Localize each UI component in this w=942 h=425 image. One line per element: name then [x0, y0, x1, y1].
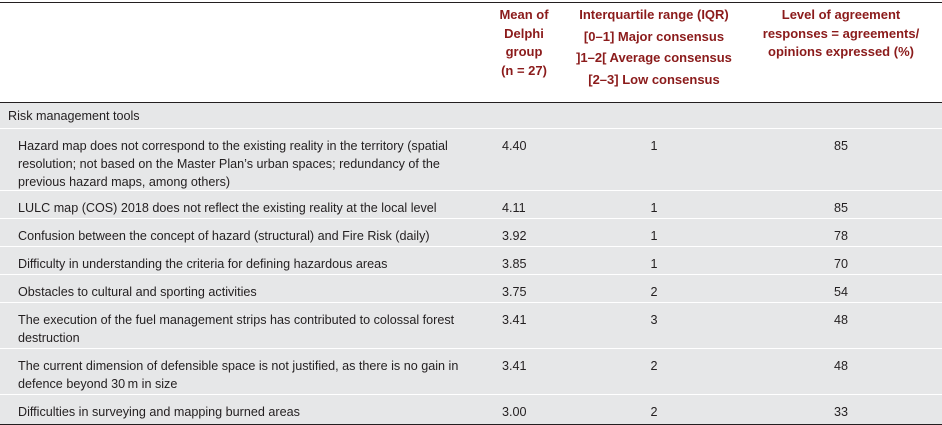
row-iqr: 3: [650, 313, 658, 327]
row-mean: 4.11: [502, 201, 526, 215]
header-iqr-line: [0–1] Major consensus: [583, 28, 725, 44]
table-header: [0, 3, 942, 103]
row-agreement: 78: [833, 229, 848, 243]
row-iqr: 1: [650, 229, 658, 243]
row-label: Difficulty in understanding the criteria for defining hazardous areas: [18, 257, 388, 271]
table-row: [0, 395, 942, 424]
consensus-table: [0, 2, 942, 425]
section-title: Risk management tools: [0, 103, 942, 129]
row-label: Hazard map does not correspond to the existing reality in the territory (spatial resolution; not based on the Master Plan’s urban spaces; redundancy of the previous hazard maps, among others): [18, 139, 448, 189]
table-row: [0, 219, 942, 247]
header-iqr: [568, 3, 740, 102]
row-agreement: 33: [833, 405, 848, 419]
table-row: [0, 247, 942, 275]
row-iqr: 2: [650, 359, 658, 373]
row-mean: 3.75: [502, 285, 527, 299]
row-mean: 3.41: [502, 313, 527, 327]
header-mean-line: (n = 27): [501, 62, 547, 78]
row-iqr: 2: [650, 405, 658, 419]
row-mean: 3.41: [502, 359, 527, 373]
header-mean-line: Delphi: [504, 25, 544, 41]
table-row: [0, 349, 942, 395]
row-iqr: 1: [650, 139, 658, 153]
header-agreement-line: opinions expressed (%): [768, 44, 914, 59]
table-row: [0, 275, 942, 303]
row-agreement: 70: [833, 257, 848, 271]
header-mean-line: Mean of: [499, 7, 549, 22]
header-mean: [480, 3, 568, 102]
header-agreement-line: responses = agreements/: [762, 25, 920, 41]
row-label: Difficulties in surveying and mapping burned areas: [18, 405, 300, 419]
row-iqr: 1: [650, 257, 658, 271]
row-agreement: 48: [833, 313, 848, 327]
table-row: [0, 191, 942, 219]
row-iqr: 2: [650, 285, 658, 299]
header-mean-line: group: [505, 44, 543, 59]
row-agreement: 85: [833, 201, 848, 215]
row-agreement: 48: [833, 359, 848, 373]
row-label: The execution of the fuel management strips has contributed to colossal forest destruction: [18, 313, 455, 345]
row-iqr: 1: [650, 201, 658, 215]
row-mean: 3.00: [502, 405, 527, 419]
row-agreement: 54: [833, 285, 848, 299]
row-label: Confusion between the concept of hazard (structural) and Fire Risk (daily): [18, 229, 430, 243]
row-agreement: 85: [833, 139, 848, 153]
header-iqr-line: Interquartile range (IQR): [579, 7, 729, 22]
header-iqr-line: [2–3] Low consensus: [588, 71, 720, 87]
table-row: [0, 303, 942, 349]
row-label: The current dimension of defensible space is not justified, as there is no gain in defence beyond 30 m in size: [18, 359, 459, 391]
header-agreement-line: Level of agreement: [781, 7, 901, 22]
table-row: [0, 129, 942, 191]
row-mean: 3.92: [502, 229, 527, 243]
header-iqr-line: ]1–2[ Average consensus: [576, 50, 732, 65]
header-blank-cell: [0, 3, 480, 102]
row-label: Obstacles to cultural and sporting activities: [18, 285, 257, 299]
row-label: LULC map (COS) 2018 does not reflect the existing reality at the local level: [18, 201, 437, 215]
row-mean: 3.85: [502, 257, 527, 271]
row-mean: 4.40: [502, 139, 527, 153]
header-agreement: [740, 3, 942, 102]
